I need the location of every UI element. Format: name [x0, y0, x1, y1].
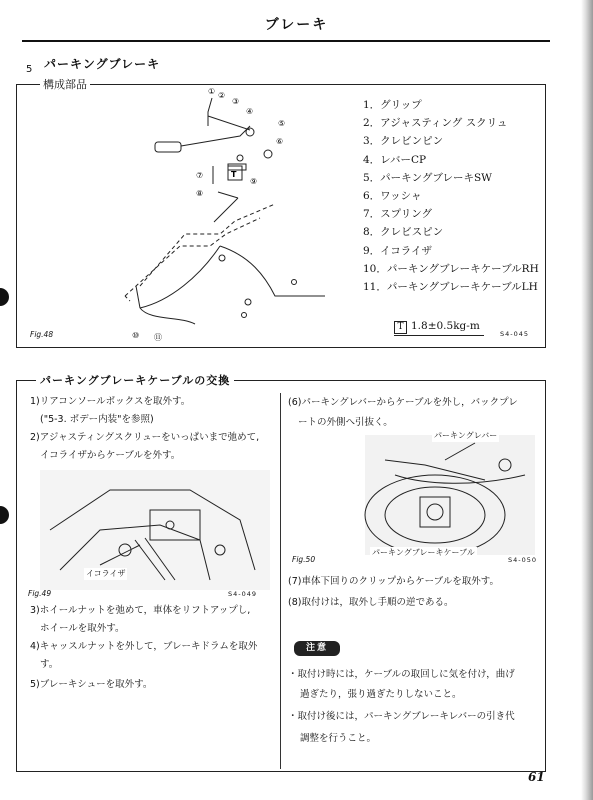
callout-2: ②	[218, 91, 226, 100]
section-title: パーキングブレーキ	[44, 57, 161, 71]
list-item: 5．パーキングブレーキSW	[363, 171, 492, 184]
fig49-label: Fig.49	[28, 589, 52, 598]
fig49-caption: イコライザ	[86, 569, 126, 578]
section-number: 5	[26, 64, 33, 75]
page-edge-shadow	[581, 0, 593, 800]
step-2-cont: イコライザからケーブルを外す。	[40, 450, 181, 461]
caution-note-2: ・取付け後には，パーキングブレーキレバーの引き代	[288, 711, 515, 722]
list-item: 3．クレビンピン	[363, 135, 444, 148]
callout-3: ③	[232, 97, 240, 106]
torque-spec	[394, 320, 484, 336]
step-1: 1)リアコンソールボックスを取外す。	[30, 396, 191, 407]
fig48-code: S4-045	[500, 330, 530, 338]
torque-symbol: T	[394, 321, 407, 334]
grip-part	[155, 142, 181, 152]
parts-list	[363, 96, 539, 296]
list-item: 8．クレビスピン	[363, 226, 444, 239]
step-2: 2)アジャスティングスクリューをいっぱいまで弛めて,	[30, 432, 260, 443]
list-item: 9．イコライザ	[363, 244, 432, 257]
list-item: 10．パーキングブレーキケーブルRH	[363, 262, 539, 275]
torque-symbol-in-diagram: T	[231, 170, 237, 179]
list-item: 1．グリップ	[363, 99, 422, 111]
step-4: 4)キャッスルナットを外して，ブレーキドラムを取外	[30, 641, 258, 652]
binder-hole	[0, 506, 9, 524]
step-1-note: ("5-3. ボデー内装"を参照)	[40, 414, 154, 425]
callout-6: ⑥	[276, 137, 284, 146]
header-rule	[22, 40, 550, 42]
page-number: 61	[528, 770, 545, 784]
callout-7: ⑦	[196, 171, 204, 180]
step-6: (6)パーキングレバーからケーブルを外し，バックプレ	[288, 397, 518, 408]
binder-hole	[0, 288, 9, 306]
parking-brake-exploded-diagram	[100, 86, 350, 341]
list-item: 4．レバーCP	[363, 153, 427, 166]
step-5: 5)ブレーキシューを取外す。	[30, 679, 153, 690]
fig50-code: S4-050	[508, 556, 538, 564]
caution-badge: 注意	[294, 641, 340, 656]
column-divider	[280, 393, 281, 769]
callout-8: ⑧	[196, 189, 204, 198]
callout-1: ①	[208, 87, 216, 96]
fig48-label: Fig.48	[30, 330, 54, 339]
callout-11: ⑪	[154, 333, 162, 342]
callout-9: ⑨	[250, 177, 258, 186]
callout-10: ⑩	[132, 331, 140, 340]
fig49-code: S4-049	[228, 590, 258, 598]
fig50-bottom-caption: パーキングブレーキケーブル	[372, 548, 475, 557]
fig50-top-caption: パーキングレバー	[434, 431, 498, 440]
step-7: (7)車体下回りのクリップからケーブルを取外す。	[288, 576, 499, 587]
list-item: 7．スプリング	[363, 208, 433, 221]
fig50-label: Fig.50	[292, 555, 316, 564]
step-3: 3)ホイールナットを弛めて，車体をリフトアップし,	[30, 605, 251, 616]
step-3-cont: ホイールを取外す。	[40, 623, 125, 634]
fig50-backplate-illustration	[365, 435, 535, 555]
list-item: 2．アジャスティング スクリュ	[363, 117, 508, 130]
step-4-cont: す。	[40, 659, 59, 670]
callout-4: ④	[246, 107, 254, 116]
list-item: 6．ワッシャ	[363, 190, 422, 203]
step-6-cont: ートの外側へ引抜く。	[298, 417, 393, 428]
components-box-label: 構成部品	[40, 76, 90, 92]
list-item: 11．パーキングブレーキケーブルLH	[363, 281, 538, 294]
step-8: (8)取付けは，取外し手順の逆である。	[288, 597, 454, 608]
fig49-equalizer-illustration	[40, 470, 270, 590]
page-header-title: ブレーキ	[264, 17, 329, 33]
procedure-title: パーキングブレーキケーブルの交換	[36, 372, 234, 388]
callout-5: ⑤	[278, 119, 286, 128]
caution-note-1: ・取付け時には，ケーブルの取回しに気を付け，曲げ	[288, 669, 515, 680]
caution-note-1-cont: 過ぎたり，張り過ぎたりしないこと。	[300, 689, 462, 700]
caution-note-2-cont: 調整を行うこと。	[300, 733, 377, 744]
torque-value: 1.8±0.5kg-m	[411, 320, 480, 332]
